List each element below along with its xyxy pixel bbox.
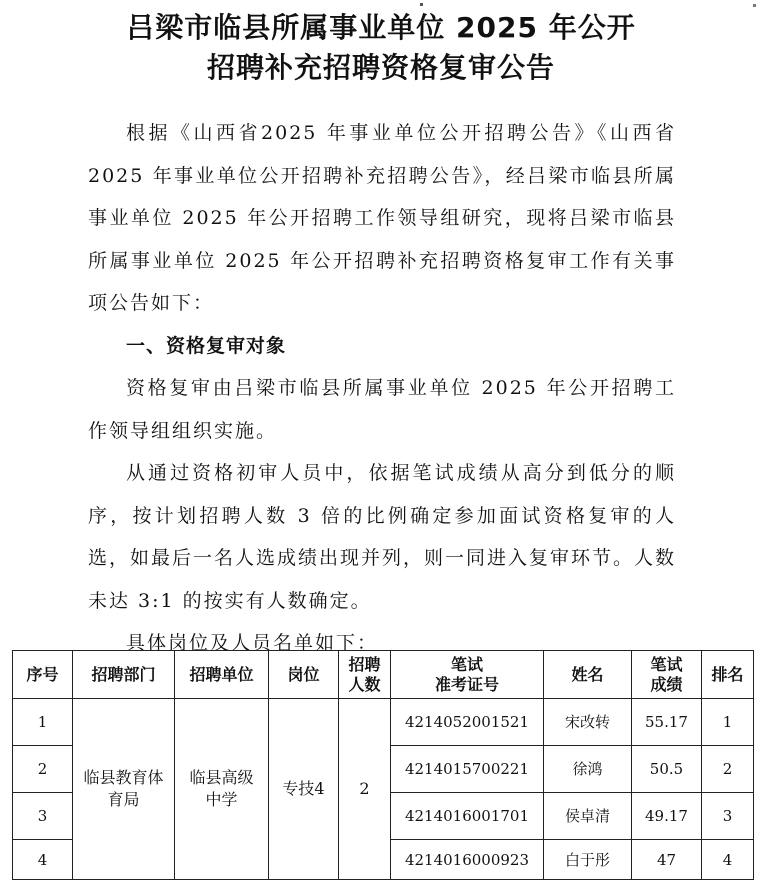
header-unit: 招聘单位 xyxy=(175,651,269,699)
header-rank: 排名 xyxy=(702,651,754,699)
cell-exam-id: 4214052001521 xyxy=(391,699,544,746)
header-name: 姓名 xyxy=(544,651,632,699)
cell-name: 白于彤 xyxy=(544,840,632,880)
cell-name: 徐鸿 xyxy=(544,746,632,793)
page-title-line-2: 招聘补充招聘资格复审公告 xyxy=(206,51,555,84)
cell-rank: 2 xyxy=(702,746,754,793)
cell-score: 49.17 xyxy=(632,793,702,840)
cell-exam-id: 4214016000923 xyxy=(391,840,544,880)
cell-seq: 2 xyxy=(13,746,73,793)
section-heading: 一、资格复审对象 xyxy=(126,334,287,357)
cell-exam-id: 4214015700221 xyxy=(391,746,544,793)
organizer-paragraph: 资格复审由吕梁市临县所属事业单位 2025 年公开招聘工作领导组组织实施。 xyxy=(88,377,676,442)
cell-exam-id: 4214016001701 xyxy=(391,793,544,840)
cell-post: 专技4 xyxy=(269,699,339,880)
cell-dept: 临县教育体育局 xyxy=(73,699,175,880)
header-exam-id: 笔试 准考证号 xyxy=(391,651,544,699)
table-header-row xyxy=(13,651,754,699)
cell-count: 2 xyxy=(339,699,391,880)
header-count: 招聘 人数 xyxy=(339,651,391,699)
cell-score: 50.5 xyxy=(632,746,702,793)
cell-seq: 1 xyxy=(13,699,73,746)
header-seq: 序号 xyxy=(13,651,73,699)
cell-name: 侯卓清 xyxy=(544,793,632,840)
header-dept: 招聘部门 xyxy=(73,651,175,699)
cell-unit: 临县高级中学 xyxy=(175,699,269,880)
announcement-body xyxy=(88,112,676,665)
cell-name: 宋改转 xyxy=(544,699,632,746)
cell-score: 47 xyxy=(632,840,702,880)
cell-rank: 4 xyxy=(702,840,754,880)
cell-rank: 3 xyxy=(702,793,754,840)
cell-score: 55.17 xyxy=(632,699,702,746)
page-title-line-1: 吕梁市临县所属事业单位 2025 年公开 xyxy=(126,11,636,44)
selection-rule-paragraph: 从通过资格初审人员中，依据笔试成绩从高分到低分的顺序，按计划招聘人数 3 倍的比例确定参加面试资格复审的人选，如最后一名人选成绩出现并列，则一同进入复审环节。人数未达 3:1 的按实有人数确定。 xyxy=(88,462,677,612)
header-score: 笔试 成绩 xyxy=(632,651,702,699)
cell-seq: 3 xyxy=(13,793,73,840)
list-intro-paragraph: 具体岗位及人员名单如下： xyxy=(126,632,379,654)
intro-paragraph: 根据《山西省2025 年事业单位公开招聘公告》《山西省 2025 年事业单位公开招聘补充招聘公告》，经吕梁市临县所属事业单位 2025 年公开招聘工作领导组研究，现将吕梁市临县所属事业单位 2025 年公开招聘补充招聘资格复审工作有关事项公告如下： xyxy=(88,122,676,314)
header-post: 岗位 xyxy=(269,651,339,699)
cell-rank: 1 xyxy=(702,699,754,746)
cell-seq: 4 xyxy=(13,840,73,880)
candidate-table xyxy=(12,650,754,880)
table-row xyxy=(13,699,754,746)
